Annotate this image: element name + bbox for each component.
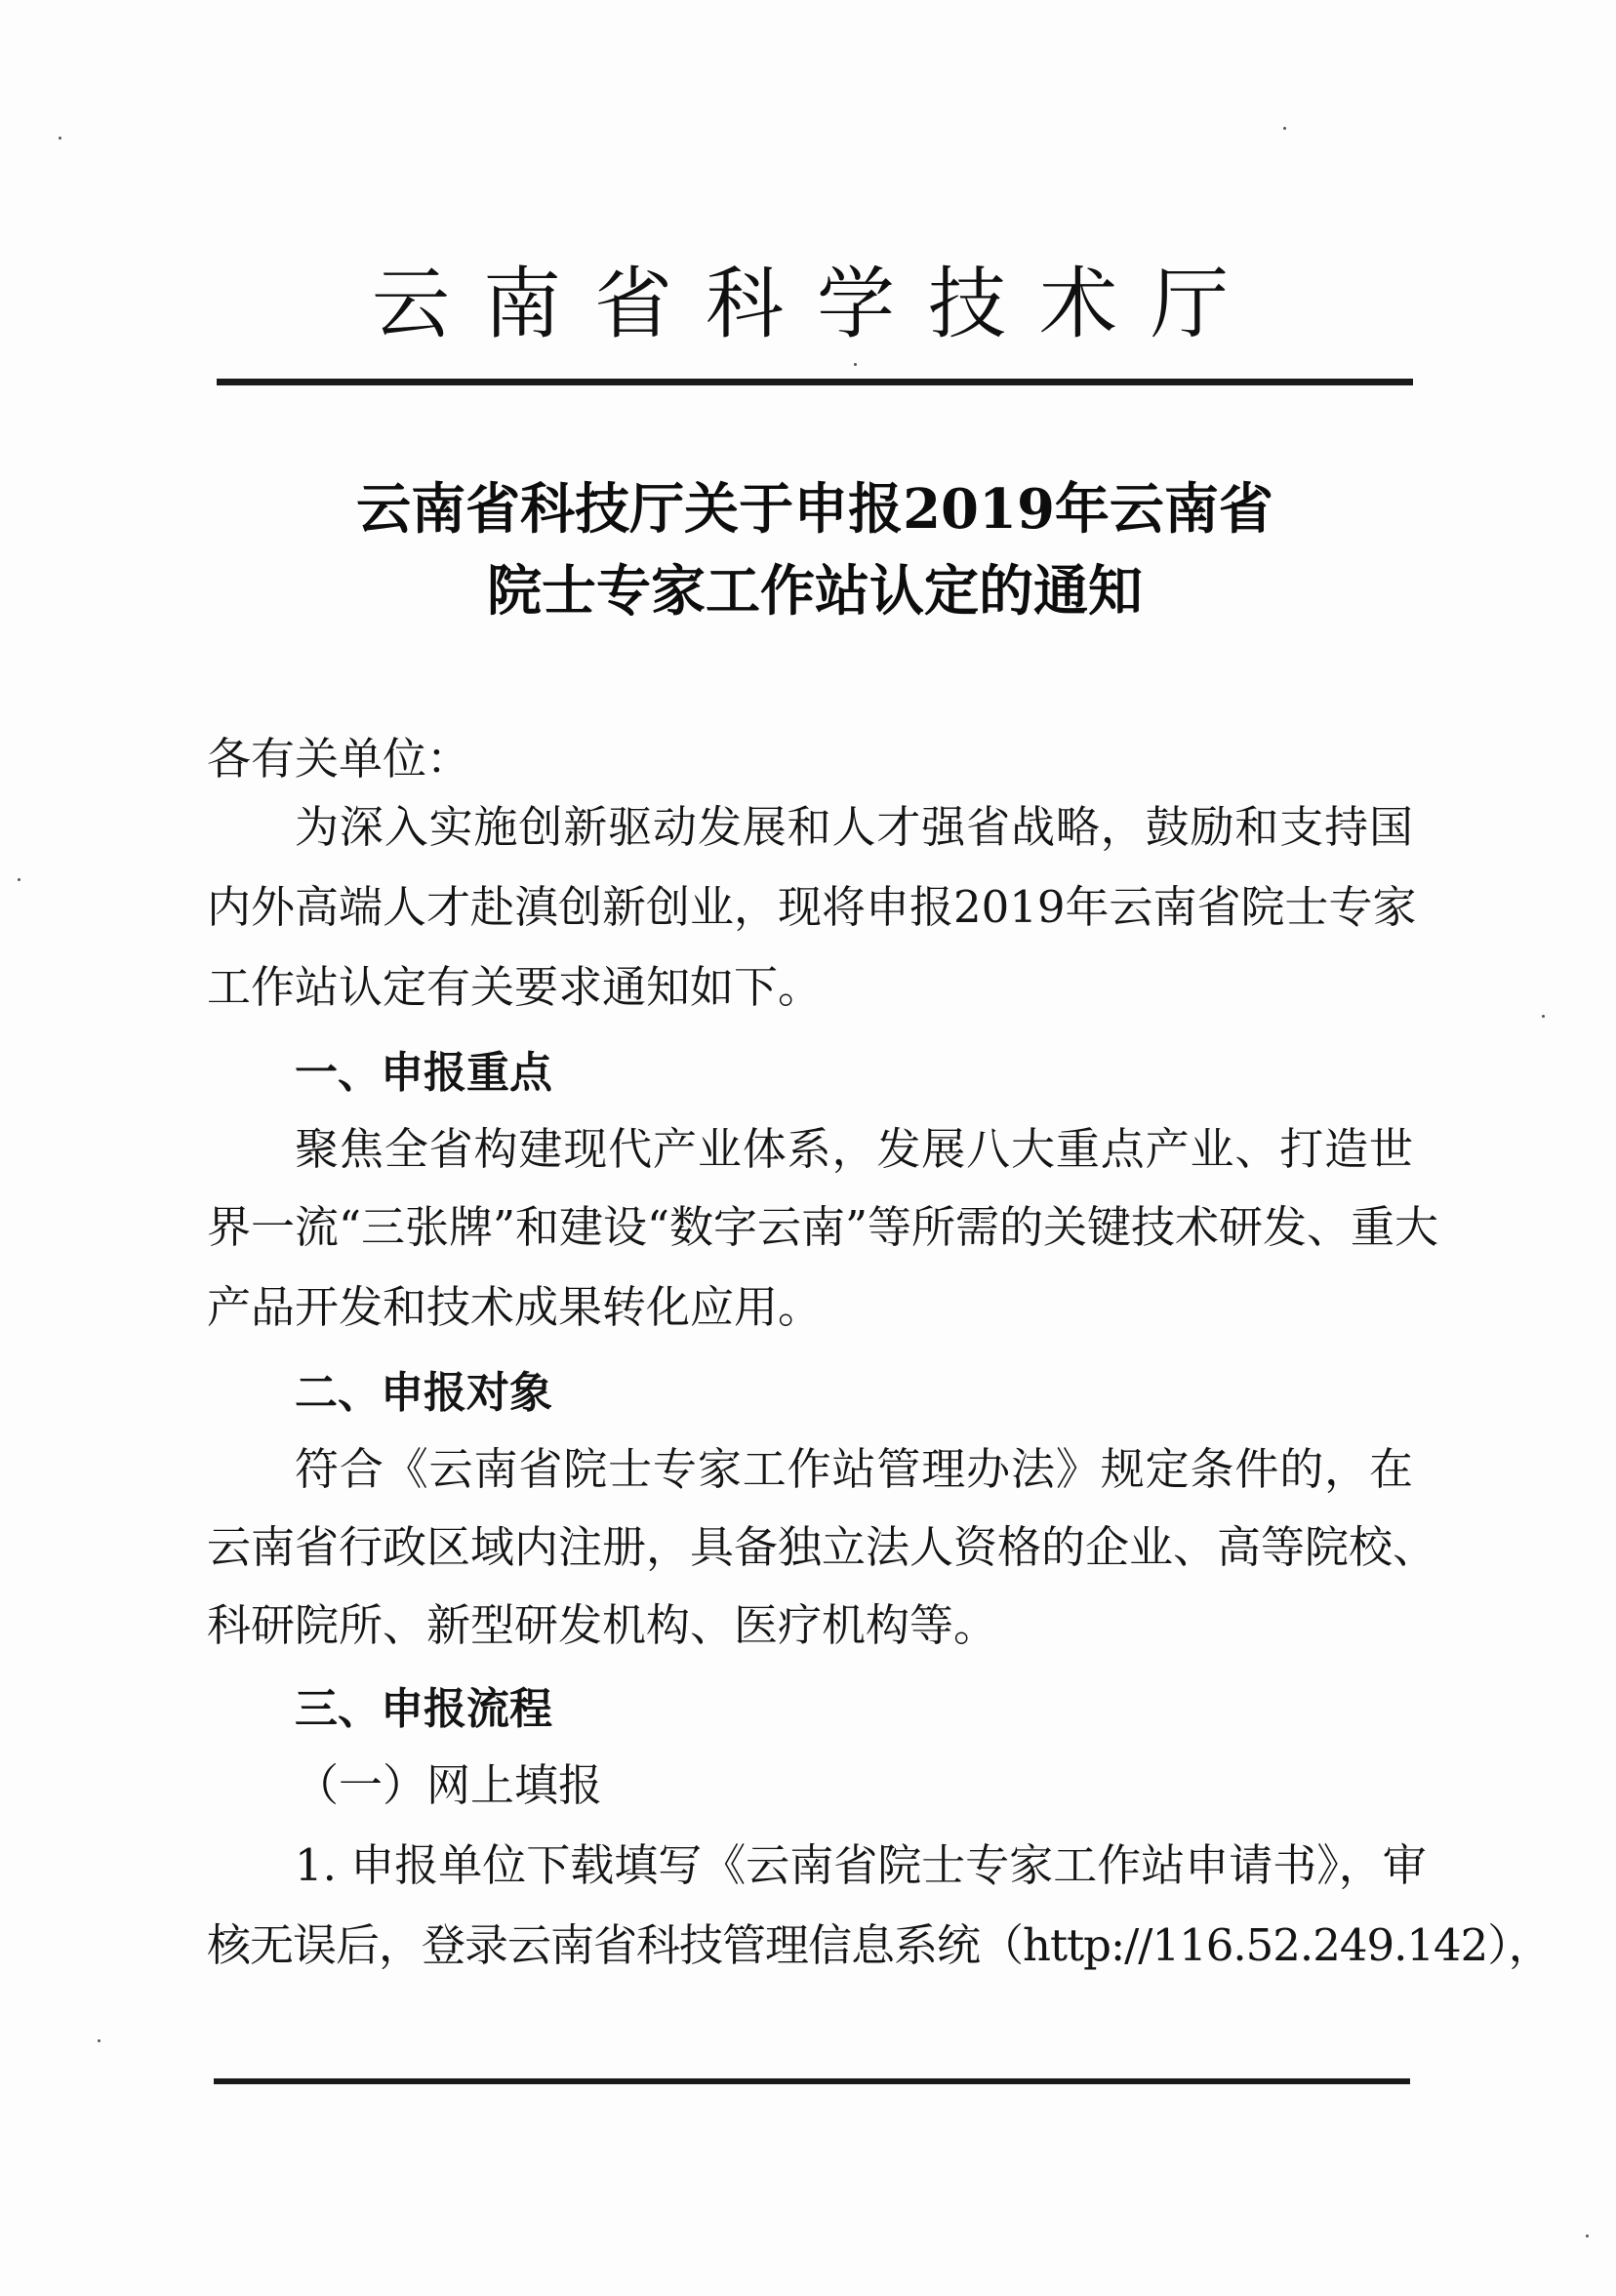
scan-speck [1542,1015,1545,1018]
body-line: 云南省行政区域内注册，具备独立法人资格的企业、高等院校、 [207,1521,1437,1573]
section-heading: 二、申报对象 [295,1368,552,1418]
scan-speck [59,137,61,140]
section-heading: 一、申报重点 [295,1048,552,1098]
body-line: 核无误后，登录云南省科技管理信息系统（http://116.52.249.142）， [207,1919,1552,1971]
body-line: 为深入实施创新驱动发展和人才强省战略，鼓励和支持国 [295,801,1413,853]
body-line: 聚焦全省构建现代产业体系，发展八大重点产业、打造世 [295,1123,1413,1175]
scan-speck [18,878,20,881]
body-line: 1. 申报单位下载填写《云南省院士专家工作站申请书》，审 [295,1839,1427,1891]
scan-speck [1586,2235,1589,2237]
document-title-line-1: 云南省科技厅关于申报2019年云南省 [356,477,1273,542]
footer-rule [214,2078,1410,2084]
header-rule [217,379,1413,385]
body-line: 界一流“三张牌”和建设“数字云南”等所需的关键技术研发、重大 [207,1201,1439,1253]
body-line: 工作站认定有关要求通知如下。 [207,961,823,1013]
scan-speck [854,363,857,366]
section-heading: 三、申报流程 [295,1684,552,1734]
salutation: 各有关单位： [207,733,471,785]
scan-speck [98,2039,101,2042]
body-line: 符合《云南省院士专家工作站管理办法》规定条件的，在 [295,1443,1413,1495]
document-title-line-2: 院士专家工作站认定的通知 [487,559,1143,624]
body-line: 内外高端人才赴滇创新创业，现将申报2019年云南省院士专家 [207,881,1417,933]
subsection-heading: （一）网上填报 [295,1759,603,1811]
body-line: 产品开发和技术成果转化应用。 [207,1281,823,1333]
body-line: 科研院所、新型研发机构、医疗机构等。 [207,1599,998,1651]
issuing-organization: 云南省科学技术厅 [372,259,1262,349]
scan-speck [1283,127,1286,130]
